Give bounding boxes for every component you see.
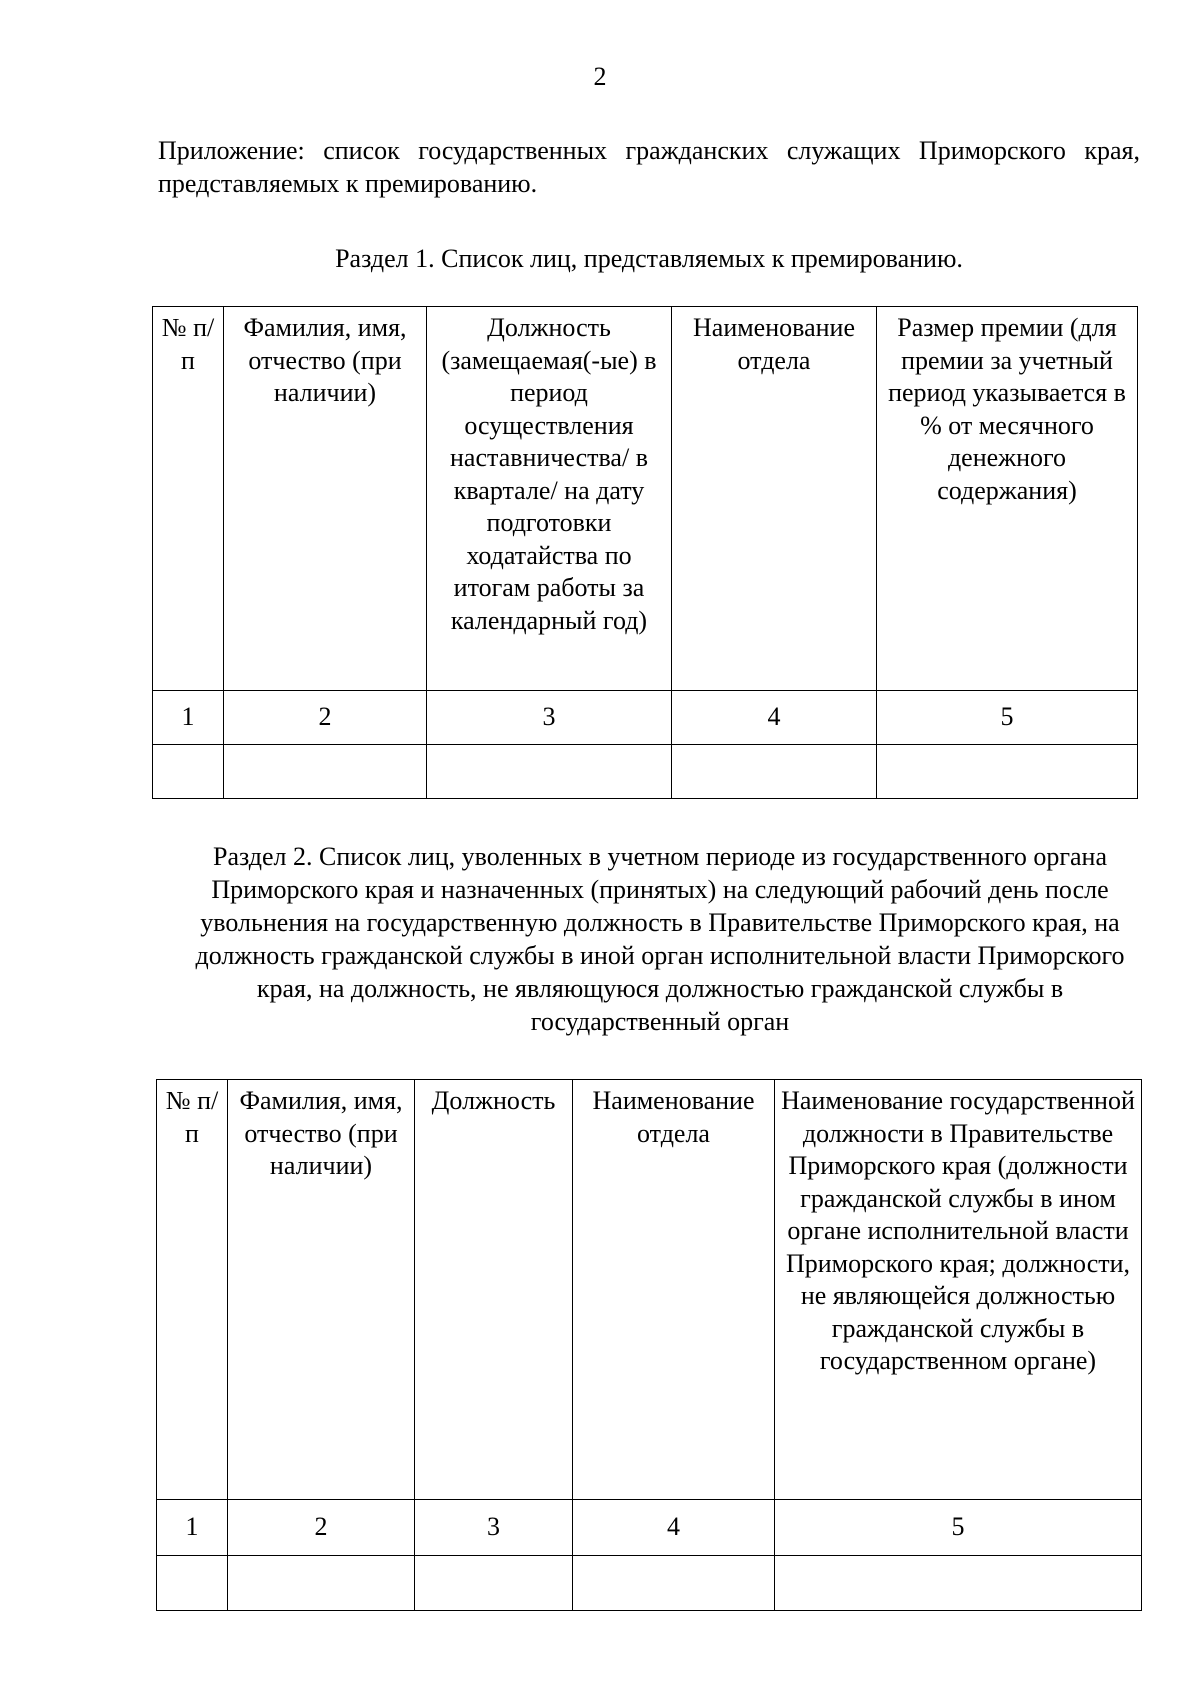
- section1-empty-cell: [224, 745, 427, 799]
- section1-empty-row: [153, 745, 1138, 799]
- section2-column-number: 5: [775, 1500, 1142, 1556]
- section2-empty-cell: [775, 1556, 1142, 1611]
- section1-header-cell: [153, 307, 224, 691]
- section2-header-name: Фамилия, имя, отчество (при наличии): [239, 1086, 403, 1180]
- section2-empty-cell: [157, 1556, 228, 1611]
- section1-header-bonus-size: Размер премии (для премии за учетный период указывается в % от месячного денежного содержания): [888, 313, 1126, 505]
- section2-empty-cell: [228, 1556, 415, 1611]
- section1-empty-cell: [427, 745, 672, 799]
- section2-header-number: № п/п: [165, 1086, 219, 1148]
- section1-column-number: 3: [427, 691, 672, 745]
- section1-column-number: 5: [877, 691, 1138, 745]
- section1-header-row: [153, 307, 1138, 691]
- section1-column-number: 1: [153, 691, 224, 745]
- section1-empty-cell: [672, 745, 877, 799]
- section1-header-cell: [877, 307, 1138, 691]
- section2-header-cell: [415, 1080, 573, 1500]
- section1-header-department: Наименование отдела: [693, 313, 855, 375]
- section2-column-number-row: [157, 1500, 1142, 1556]
- section1-title: Раздел 1. Список лиц, представляемых к премированию.: [335, 244, 963, 273]
- section2-title: Раздел 2. Список лиц, уволенных в учетном периоде из государственного органа Приморского края и назначенных (принятых) на следующий рабочий день после увольнения на государственную должность в Правительстве Приморского края, на должность гражданской службы в иной орган исполнительной власти Приморского края, на должность, не являющуюся должностью гражданской службы в государственный орган: [195, 842, 1125, 1036]
- section2-column-number: 4: [573, 1500, 775, 1556]
- section2-header-cell: [228, 1080, 415, 1500]
- section1-table: [152, 306, 1138, 799]
- section1-empty-cell: [877, 745, 1138, 799]
- section2-empty-cell: [573, 1556, 775, 1611]
- section2-table: [156, 1079, 1142, 1611]
- section1-header-cell: [427, 307, 672, 691]
- section2-header-department: Наименование отдела: [592, 1086, 755, 1148]
- section1-header-position: Должность (замещаемая(-ые) в период осуществления наставничества/ в квартале/ на дату подготовки ходатайства по итогам работы за календарный год): [441, 313, 657, 635]
- section2-header-cell: [573, 1080, 775, 1500]
- section2-column-number: 2: [228, 1500, 415, 1556]
- section1-header-name: Фамилия, имя, отчество (при наличии): [243, 313, 407, 407]
- section1-header-number: № п/п: [161, 313, 215, 375]
- section2-header-position: Должность: [431, 1086, 556, 1115]
- section2-header-cell: [157, 1080, 228, 1500]
- section1-header-cell: [224, 307, 427, 691]
- page-number: 2: [593, 62, 607, 91]
- section2-empty-row: [157, 1556, 1142, 1611]
- intro-text: Приложение: список государственных гражданских служащих Приморского края, представляемых к премированию.: [158, 136, 1140, 198]
- section2-header-row: [157, 1080, 1142, 1500]
- section2-empty-cell: [415, 1556, 573, 1611]
- section1-header-cell: [672, 307, 877, 691]
- section2-header-cell: [775, 1080, 1142, 1500]
- section2-column-number: 1: [157, 1500, 228, 1556]
- section1-column-number: 2: [224, 691, 427, 745]
- section2-header-new-position: Наименование государственной должности в Правительстве Приморского края (должности гражданской службы в ином органе исполнительной власти Приморского края; должности, не являющейся должностью гражданской службы в государственном органе): [781, 1086, 1135, 1375]
- section2-column-number: 3: [415, 1500, 573, 1556]
- section1-column-number-row: [153, 691, 1138, 745]
- section1-column-number: 4: [672, 691, 877, 745]
- section1-empty-cell: [153, 745, 224, 799]
